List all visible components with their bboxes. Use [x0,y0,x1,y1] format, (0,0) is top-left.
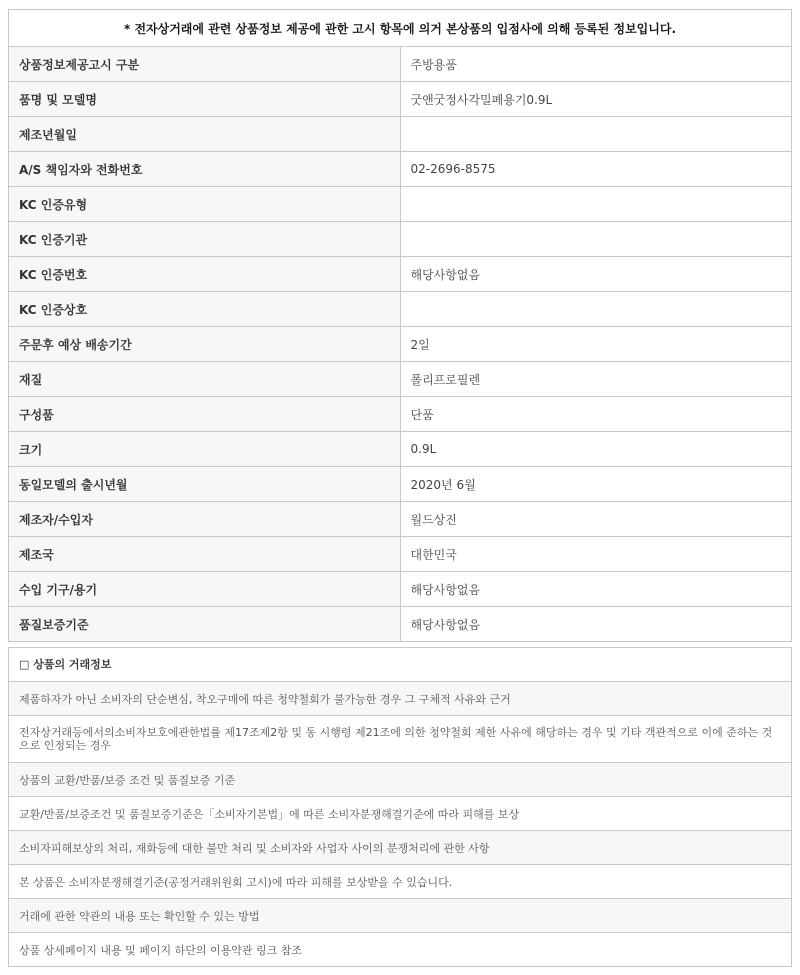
info-value [400,117,792,152]
info-row [9,397,792,432]
info-value: 단품 [400,397,792,432]
info-value: 0.9L [400,432,792,467]
info-row [9,117,792,152]
trade-question: 소비자피해보상의 처리, 재화등에 대한 불만 처리 및 소비자와 사업자 사이의 분쟁처리에 관한 사항 [9,831,791,865]
info-value: 해당사항없음 [400,572,792,607]
info-row [9,502,792,537]
info-label: KC 인증번호 [9,257,401,292]
info-value: 02-2696-8575 [400,152,792,187]
trade-answer: 전자상거래등에서의소비자보호에관한법률 제17조제2항 및 동 시행령 제21조에 의한 청약철회 제한 사유에 해당하는 경우 및 기타 객관적으로 이에 준하는 것으로 인정되는 경우 [9,716,791,763]
info-row [9,327,792,362]
info-row [9,432,792,467]
info-value: 대한민국 [400,537,792,572]
info-label: 주문후 예상 배송기간 [9,327,401,362]
info-row [9,467,792,502]
info-label: KC 인증상호 [9,292,401,327]
info-row [9,362,792,397]
info-row [9,257,792,292]
trade-info-section [8,647,792,967]
info-value: 해당사항없음 [400,607,792,642]
info-value [400,187,792,222]
info-row [9,292,792,327]
info-label: 품질보증기준 [9,607,401,642]
trade-info-title: □ 상품의 거래정보 [9,648,791,682]
info-label: A/S 책임자와 전화번호 [9,152,401,187]
trade-answer: 본 상품은 소비자분쟁해결기준(공정거래위원회 고시)에 따라 피해를 보상받을 수 있습니다. [9,865,791,899]
info-value [400,292,792,327]
trade-answer: 상품 상세페이지 내용 및 페이지 하단의 이용약관 링크 참조 [9,933,791,966]
info-value: 굿앤굿정사각밀폐용기0.9L [400,82,792,117]
trade-question: 거래에 관한 약관의 내용 또는 확인할 수 있는 방법 [9,899,791,933]
info-row [9,187,792,222]
trade-question: 상품의 교환/반품/보증 조건 및 품질보증 기준 [9,763,791,797]
info-label: 재질 [9,362,401,397]
info-label: 동일모델의 출시년월 [9,467,401,502]
info-label: 품명 및 모델명 [9,82,401,117]
info-row [9,607,792,642]
trade-answer: 교환/반품/보증조건 및 품질보증기준은「소비자기본법」에 따른 소비자분쟁해결기준에 따라 피해를 보상 [9,797,791,831]
info-row [9,47,792,82]
notice-header: * 전자상거래에 관련 상품정보 제공에 관한 고시 항목에 의거 본상품의 입점사에 의해 등록된 정보입니다. [9,10,792,47]
info-label: 수입 기구/용기 [9,572,401,607]
info-value: 해당사항없음 [400,257,792,292]
info-value: 2일 [400,327,792,362]
info-label: KC 인증기관 [9,222,401,257]
info-value: 2020년 6월 [400,467,792,502]
info-value: 월드상진 [400,502,792,537]
info-label: KC 인증유형 [9,187,401,222]
info-label: 크기 [9,432,401,467]
info-value [400,222,792,257]
trade-question: 제품하자가 아닌 소비자의 단순변심, 착오구매에 따른 청약철회가 불가능한 경우 그 구체적 사유와 근거 [9,682,791,716]
info-row [9,152,792,187]
info-label: 제조자/수입자 [9,502,401,537]
product-info-table [8,9,792,642]
info-label: 상품정보제공고시 구분 [9,47,401,82]
info-value: 주방용품 [400,47,792,82]
info-row [9,572,792,607]
info-label: 제조국 [9,537,401,572]
info-label: 제조년월일 [9,117,401,152]
info-row [9,537,792,572]
info-label: 구성품 [9,397,401,432]
info-row [9,222,792,257]
info-value: 폴리프로필렌 [400,362,792,397]
info-row [9,82,792,117]
